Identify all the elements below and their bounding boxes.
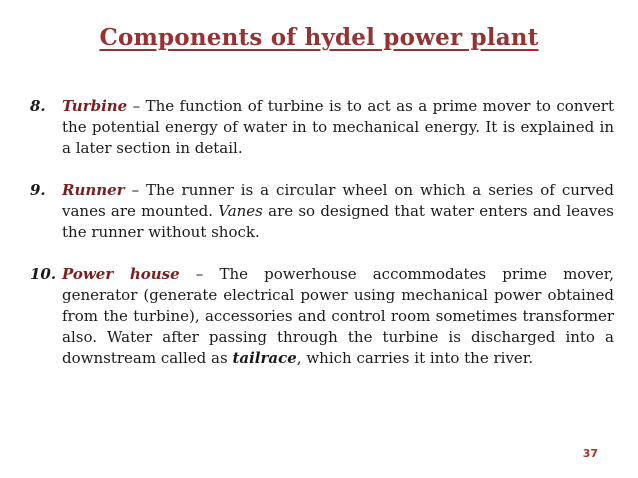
item-term: Runner xyxy=(62,181,125,199)
item-description: – The runner is a circular wheel on which a series of curved vanes are mounted. xyxy=(62,181,614,220)
item-number: 8. xyxy=(30,97,46,115)
list-item-turbine xyxy=(30,96,614,159)
slide-title: Components of hydel power plant xyxy=(99,24,539,51)
item-description: – The function of turbine is to act as a prime mover to convert the potential energy of water in to mechanical energy. It is explained in a later section in detail. xyxy=(62,97,614,157)
component-list xyxy=(30,96,614,390)
item-description-continued: are so designed that water enters and leaves the runner without shock. xyxy=(62,202,614,241)
item-number: 9. xyxy=(30,181,46,199)
item-emphasis: Vanes xyxy=(218,202,263,220)
item-number: 10. xyxy=(30,265,57,283)
page-number: 37 xyxy=(582,447,598,460)
item-description-continued: , which carries it into the river. xyxy=(296,349,534,367)
list-item-power-house xyxy=(30,264,614,369)
item-term: Turbine xyxy=(62,97,128,115)
item-term: Power house xyxy=(62,265,180,283)
item-emphasis: tailrace xyxy=(232,349,297,367)
list-item-runner xyxy=(30,180,614,243)
item-description: – The powerhouse accommodates prime mover, generator (generate electrical power using mechanical power obtained from the turbine), accessories and control room sometimes transformer also. Water after passing through the turbine is discharged into a downstream called as xyxy=(62,265,614,367)
